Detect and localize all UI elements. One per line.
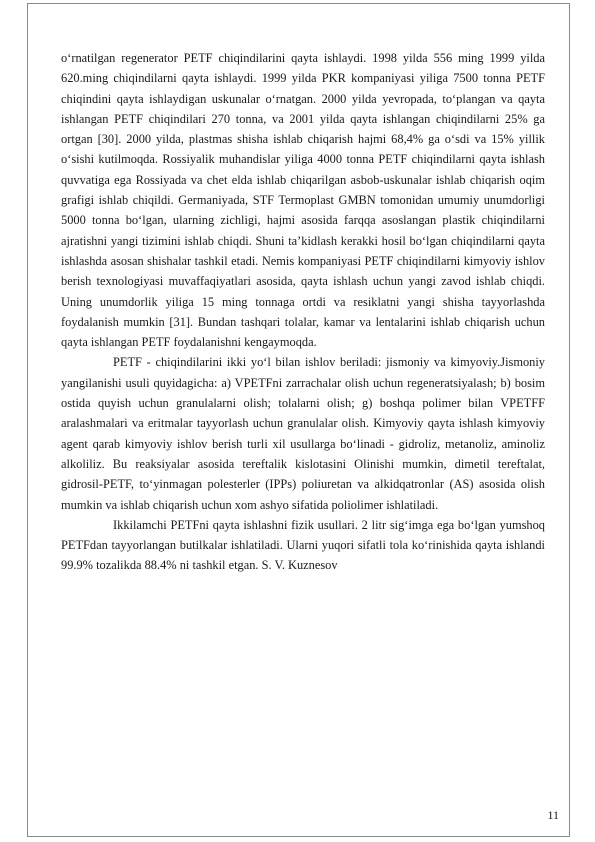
document-body	[61, 48, 545, 576]
page-number: 11	[547, 808, 559, 822]
paragraph-physical-methods: Ikkilamchi PETFni qayta ishlashni fizik usullari. 2 litr sig‘imga ega bo‘lgan yumshoq PETFdan tayyorlangan butilkalar ishlatiladi. Ularni yuqori sifatli tola ko‘rinishida qayta ishlandi 99.9% tozalikda 88.4% ni tashkil etgan. S. V. Kuznesov	[61, 517, 545, 573]
paragraph-recycling-stats: o‘rnatilgan regenerator PETF chiqindilarini qayta ishlaydi. 1998 yilda 556 ming 1999 yilda 620.ming chiqindilarni qayta ishlaydi. 1999 yilda PKR kompaniyasi yiliga 7500 tonna PETF chiqindini qayta ishlaydigan uskunalar o‘rnatgan. 2000 yilda yevropada, to‘plangan va qayta ishlangan PETF chiqindilari 270 tonna, va 2001 yilda qayta ishlangan chiqindilarni 25% ga ortgan [30]. 2000 yilda, plastmas shisha ishlab chiqarish hajmi 68,4% ga o‘sdi va 15% yillik o‘sishi kutilmoqda. Rossiyalik muhandislar yiliga 4000 tonna PETF chiqindilarni qayta ishlash quvvatiga ega Rossiyada va chet elda ishlab chiqarilgan asbob-uskunalar ishlab chiqarish oqim grafigi ishlab chiqildi. Germaniyada, STF Termoplast GMBN tomonidan umumiy unumdorligi 5000 tonna bo‘lgan, ularning zichligi, hajmi asosida farqqa asoslangan plastik chiqindilarni ajratishni yangi tizimini ishlab chiqdi. Shuni ta’kidlash kerakki hosil bo‘lgan chiqindilarni qayta ishlashda asosan shishalar tashkil etadi. Nemis kompaniyasi PETF chiqindilarni kimyoviy ishlov berish texnologiyasi muvaffaqiyatlari asosida, qayta ishlash uchun yangi zavod ishlab chiqdi. Uning unumdorlik yiliga 15 ming tonnaga ortdi va resiklatni yangi shisha tayyorlashda foydalanish mumkin [31]. Bundan tashqari tolalar, kamar va lentalarini ishlab chiqarish uchun qayta ishlangan PETF foydalanishni kengaymoqda.	[61, 51, 545, 350]
paragraph-processing-methods: PETF - chiqindilarini ikki yo‘l bilan ishlov beriladi: jismoniy va kimyoviy.Jismoniy yangilanishi usuli quyidagicha: a) VPETFni zarrachalar olish uchun regeneratsiyalash; b) bosim ostida quyish uchun granulalarni olish; tolalarni olish; g) boshqa polimer bilan VPETFF aralashmalari va eritmalar tayyorlash uchun granulalar olish. Kimyoviy qayta ishlash kimyoviy agent qarab kimyoviy ishlov berish turli xil usullarga bo‘linadi - gidroliz, metanoliz, aminoliz alkoliliz. Bu reaksiyalar asosida tereftalik kislotasini Olinishi mumkin, dimetil tereftalat, gidrosil-PETF, to‘yinmagan polesterler (IPPs) poliuretan va alkidqatronlar (AS) asosida olish mumkin va ishlab chiqarish uchun xom ashyo sifatida poliolimer ishlatiladi.	[61, 355, 545, 512]
